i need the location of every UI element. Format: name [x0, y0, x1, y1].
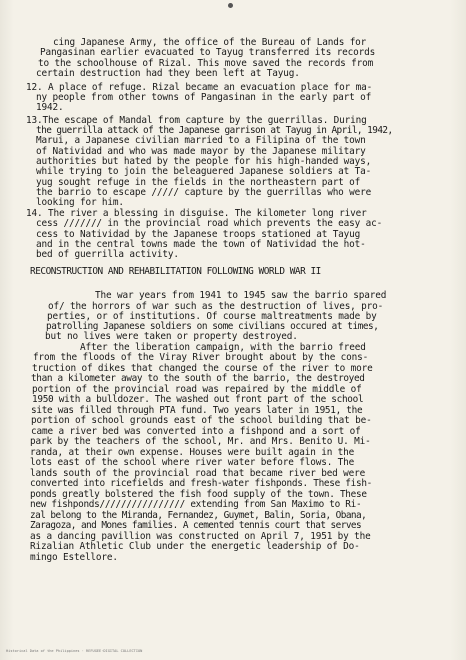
section-13-heading: 13.The escape of Mandal from capture by the guerrillas. During [26, 115, 367, 126]
text-line: certain destruction had they been left at Tayug. [36, 68, 300, 79]
text-line: 1950 with a bulldozer. The washed out front part of the school [32, 394, 364, 405]
text-line: new fishponds//////////////// extending from San Maximo to Ri- [30, 499, 362, 510]
text-line: Zaragoza, and Mones families. A cemented tennis court that serves [30, 520, 362, 531]
text-line: yug sought refuge in the fields in the northeastern part of [36, 177, 361, 188]
text-line: randa, at their own expense. Houses were built again in the [30, 447, 355, 458]
text-line: perties, or of institutions. Of course maltreatments made by [47, 311, 377, 322]
paragraph-2-line: After the liberation campaign, with the barrio freed [80, 342, 366, 353]
text-line: ny people from other towns of Pangasinan in the early part of [36, 92, 372, 103]
text-line: Rizalian Athletic Club under the energetic leadership of Do- [30, 541, 360, 552]
text-line: than a kilometer away to the south of the barrio, the destroyed [31, 373, 365, 384]
text-line: portion of school grounds east of the school building that be- [31, 415, 372, 426]
section-12-heading: 12. A place of refuge. Rizal became an evacuation place for ma- [26, 82, 373, 93]
paragraph-1-line: The war years from 1941 to 1945 saw the barrio spared [95, 290, 387, 301]
text-line: bed of guerrilla activity. [36, 249, 179, 260]
text-line: of Natividad and who was made mayor by the Japanese military [36, 146, 366, 157]
text-line: but no lives were taken or property destroyed. [45, 331, 298, 342]
text-line: park by the teachers of the school, Mr. and Mrs. Benito U. Mi- [30, 436, 371, 447]
text-line: to the schoolhouse of Rizal. This move saved the records from [38, 58, 374, 69]
text-line: converted into ricefields and fresh-water fishponds. These fish- [30, 478, 373, 489]
text-line: 1942. [36, 102, 64, 113]
text-line: from the floods of the Viray River brought about by the cons- [33, 352, 369, 363]
text-line: and in the central towns made the town of Natividad the hot- [36, 239, 366, 250]
text-line: authorities but hated by the people for his high-handed ways, [36, 156, 372, 167]
text-line: looking for him. [36, 197, 124, 208]
scan-footer: Historical Data of the Philippines · REFUGEE·DIGITAL COLLECTION [6, 649, 143, 653]
text-line: zal belong to the Miranda, Fernandez, Guymet, Balin, Soria, Obana, [30, 510, 367, 521]
text-line: the barrio to escape ///// capture by the guerrillas who were [36, 187, 372, 198]
text-line: site was filled through PTA fund. Two years later in 1951, the [31, 405, 363, 416]
text-line: ponds greatly bolstered the fish food supply of the town. These [30, 489, 367, 500]
text-line: cing Japanese Army, the office of the Bureau of Lands for [53, 37, 367, 48]
text-line: cess /////// in the provincial road which prevents the easy ac- [36, 218, 383, 229]
text-line: Pangasinan earlier evacuated to Tayug transferred its records [40, 47, 376, 58]
text-line: patrolling Japanese soldiers on some civilians occured at times, [46, 321, 379, 332]
text-line: cess to Natividad by the Japanese troops stationed at Tayug [36, 229, 361, 240]
text-line: Marui, a Japanese civilian married to a Filipina of the town [36, 135, 366, 146]
text-line: portion of the provincial road was repaired by the middle of [32, 384, 362, 395]
text-line: the guerrilla attack of the Japanese garrison at Tayug in April, 1942, [36, 125, 393, 136]
text-line: truction of dikes that changed the course of the river to more [32, 363, 373, 374]
text-line: came a river bed was converted into a fishpond and a sort of [31, 426, 361, 437]
text-line: as a dancing pavillion was constructed on April 7, 1951 by the [30, 531, 371, 542]
section-14-heading: 14. The river a blessing in disguise. The kilometer long river [26, 208, 367, 219]
text-line: mingo Estellore. [30, 552, 118, 563]
text-line: while trying to join the beleaguered Japanese soldiers at Ta- [36, 166, 372, 177]
text-line: lands south of the provincial road that became river bed were [30, 468, 366, 479]
page-hole-marker [228, 3, 233, 8]
text-line: lots east of the school where river water before flows. The [30, 457, 355, 468]
text-line: of/ the horrors of war such as the destruction of lives, pro- [48, 301, 384, 312]
section-title: RECONSTRUCTION AND REHABILITATION FOLLOWING WORLD WAR II [30, 266, 321, 277]
